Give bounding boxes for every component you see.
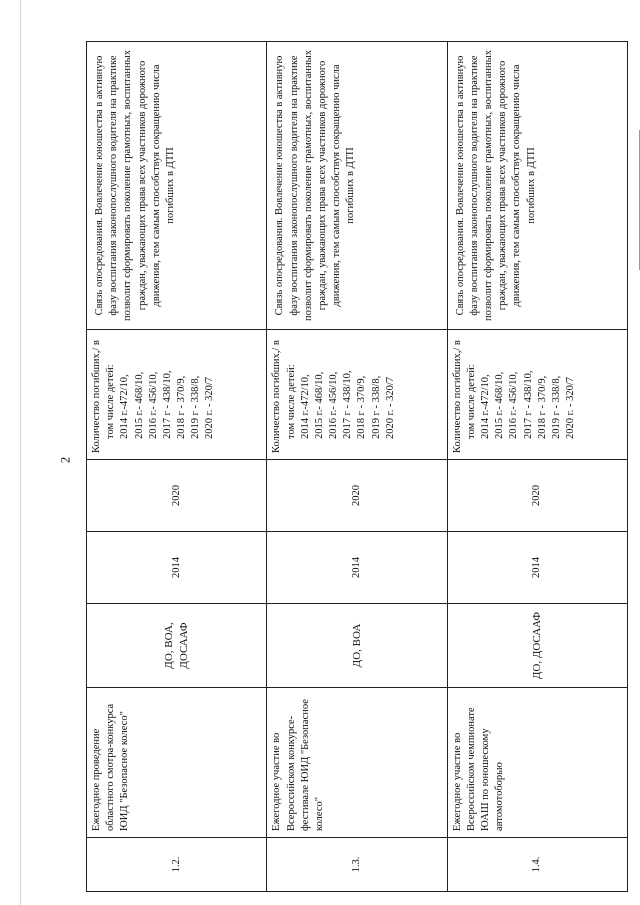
indicator-line: 2020 г. - 320/7: [565, 376, 577, 439]
indicator-line: 2019 г - 338/8,: [550, 375, 562, 439]
row-number: 1.2.: [87, 838, 267, 892]
indicator-line: том числе детей:: [465, 364, 477, 439]
indicator-line: 2020 г. - 320/7: [204, 376, 216, 439]
indicator-line: 2018 г - 370/9,: [176, 375, 188, 439]
table-row: [87, 42, 267, 892]
indicator-line: 2017 г - 438/10,: [522, 370, 534, 439]
indicator-line: Количество погибших,/ в: [451, 340, 463, 453]
row-number: 1.3.: [267, 838, 447, 892]
indicator-line: 2020 г. - 320/7: [384, 376, 396, 439]
scan-shadow-line: [20, 0, 21, 905]
expected-effect: Связь опосредования. Вовлечение юношества в активную фазу воспитания законопослушного водителя на практике позволит сформировать поколение грамотных, воспитанных граждан, уважающих права всех участников дорожного движения, тем самым способствуя сокращению числа погибших в ДТП: [447, 42, 627, 330]
rotated-table-container: [86, 42, 628, 892]
indicator-line: 2019 г - 338/8,: [190, 375, 202, 439]
event-description: Ежегодное проведение областного смотра-конкурса ЮИД "Безопасное колесо": [87, 688, 267, 838]
indicator-line: 2014 г.-472/10,: [299, 374, 311, 439]
expected-effect: Связь опосредования. Вовлечение юношества в активную фазу воспитания законопослушного водителя на практике позволит сформировать поколение грамотных, воспитанных граждан, уважающих права всех участников дорожного движения, тем самым способствуя сокращению числа погибших в ДТП: [87, 42, 267, 330]
indicator-line: 2016 г.- 456/10,: [328, 371, 340, 439]
page-number: 2: [57, 456, 73, 464]
indicator-line: 2017 г - 438/10,: [342, 370, 354, 439]
row-number: 1.4.: [447, 838, 627, 892]
event-description: Ежегодное участие во Всероссийском конкурсе-фестивале ЮИД "Безопасное колесо": [267, 688, 447, 838]
indicator-line: 2016 г.- 456/10,: [508, 371, 520, 439]
end-year: 2020: [447, 460, 627, 532]
indicator-line: 2014 г.-472/10,: [480, 374, 491, 439]
indicator-line: Количество погибших,/ в: [271, 340, 283, 453]
indicator-line: 2018 г - 370/9,: [356, 375, 368, 439]
indicator-line: Количество погибших,/ в: [91, 340, 102, 453]
indicator-line: 2017 г - 438/10,: [161, 370, 173, 439]
indicator-line: 2018 г - 370/9,: [536, 375, 548, 439]
indicator-values: [267, 330, 447, 460]
indicator-line: 2016 г.- 456/10,: [147, 371, 159, 439]
indicator-line: том числе детей:: [105, 364, 117, 439]
start-year: 2014: [447, 532, 627, 604]
responsible-parties: ДО, ДОСААФ: [447, 604, 627, 688]
start-year: 2014: [87, 532, 267, 604]
responsible-parties: ДО, ВОА, ДОСААФ: [87, 604, 267, 688]
indicator-line: том числе детей:: [285, 364, 297, 439]
indicator-line: 2014 г.-472/10,: [119, 374, 131, 439]
responsible-parties: ДО, ВОА: [267, 604, 447, 688]
indicator-line: 2015 г.- 468/10,: [133, 371, 145, 439]
indicator-line: 2015 г.- 468/10,: [494, 371, 506, 439]
table-row: [267, 42, 447, 892]
table-row: [447, 42, 627, 892]
end-year: 2020: [267, 460, 447, 532]
event-description: Ежегодное участие во Всероссийском чемпионате ЮАШ по юношескому автомотоборью: [447, 688, 627, 838]
indicator-line: 2019 г - 338/8,: [370, 375, 382, 439]
expected-effect: Связь опосредования. Вовлечение юношества в активную фазу воспитания законопослушного водителя на практике позволит сформировать поколение грамотных, воспитанных граждан, уважающих права всех участников дорожного движения, тем самым способствуя сокращению числа погибших в ДТП: [267, 42, 447, 330]
measures-table: [86, 41, 628, 892]
indicator-values: [447, 330, 627, 460]
end-year: 2020: [87, 460, 267, 532]
start-year: 2014: [267, 532, 447, 604]
indicator-line: 2015 г.- 468/10,: [313, 371, 325, 439]
indicator-values: [87, 330, 267, 460]
